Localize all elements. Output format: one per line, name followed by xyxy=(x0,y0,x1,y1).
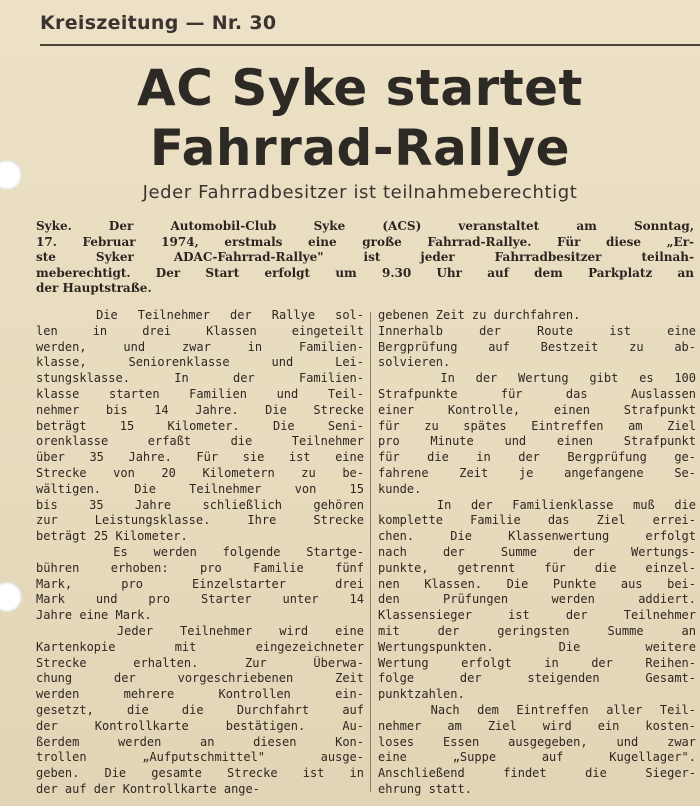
column-line: trollen „Aufputschmittel" ausge- xyxy=(36,750,364,765)
article-column-left xyxy=(36,308,364,798)
column-line: ßerdem werden an diesen Kon- xyxy=(36,734,364,749)
lead-line: meberechtigt. Der Start erfolgt um 9.30 Uhr auf dem Parkplatz an xyxy=(36,265,694,280)
column-line: Bergprüfung auf Bestzeit zu ab- xyxy=(378,339,696,354)
column-line: beträgt 15 Kilometer. Die Seni- xyxy=(36,418,364,433)
masthead-rule xyxy=(40,44,700,46)
column-line: mit der geringsten Summe an xyxy=(378,623,696,638)
column-line: Nach dem Eintreffen aller Teil- xyxy=(378,702,696,717)
column-line: Es werden folgende Startge- xyxy=(36,544,364,559)
subheadline: Jeder Fahrradbesitzer ist teilnahmeberechtigt xyxy=(142,182,578,203)
column-line: Klassensieger ist der Teilnehmer xyxy=(378,608,696,623)
column-line: Jeder Teilnehmer wird eine xyxy=(36,623,364,638)
headline-line: AC Syke startet xyxy=(137,59,583,117)
column-line: Die Teilnehmer der Rallye sol- xyxy=(36,308,364,322)
column-line: werden mehrere Kontrollen ein- xyxy=(36,687,364,702)
lead-line: der Hauptstraße. xyxy=(36,281,152,295)
article-column-right xyxy=(378,308,696,798)
punch-hole xyxy=(0,160,22,190)
column-line: einer Kontrolle, einen Strafpunkt xyxy=(378,402,696,417)
column-line: eine „Suppe auf Kugellager". xyxy=(378,750,696,765)
column-line: chung der vorgeschriebenen Zeit xyxy=(36,671,364,686)
column-line: gebenen Zeit zu durchfahren. xyxy=(378,308,581,322)
column-line: chen. Die Klassenwertung erfolgt xyxy=(378,529,696,544)
column-line: len in drei Klassen eingeteilt xyxy=(36,323,364,338)
column-line: punktzahlen. xyxy=(378,687,465,702)
column-line: über 35 Jahre. Für sie ist eine xyxy=(36,450,364,465)
column-line: Wertung erfolgt in der Reihen- xyxy=(378,655,696,670)
lead-paragraph xyxy=(36,219,694,297)
column-line: folge der steigenden Gesamt- xyxy=(378,671,696,686)
column-divider xyxy=(370,312,371,792)
column-line: zur Leistungsklasse. Ihre Strecke xyxy=(36,513,364,528)
column-line: komplette Familie das Ziel errei- xyxy=(378,513,696,528)
column-line: punkte, getrennt für die einzel- xyxy=(378,560,696,575)
column-line: der auf der Kontrollkarte ange- xyxy=(36,781,260,796)
headline xyxy=(40,58,680,178)
column-line: beträgt 25 Kilometer. xyxy=(36,529,188,544)
column-line: geben. Die gesamte Strecke ist in xyxy=(36,766,364,781)
column-line: pro Minute und einen Strafpunkt xyxy=(378,434,696,449)
lead-line: Syke. Der Automobil-Club Syke (ACS) veranstaltet am Sonntag, xyxy=(36,219,694,233)
column-line: In der Familienklasse muß die xyxy=(378,497,696,512)
column-line: Innerhalb der Route ist eine xyxy=(378,323,696,338)
column-line: loses Essen ausgegeben, und zwar xyxy=(378,734,696,749)
masthead: Kreiszeitung — Nr. 30 xyxy=(40,12,277,34)
column-line: nen Klassen. Die Punkte aus bei- xyxy=(378,576,696,591)
column-line: der Kontrollkarte bestätigen. Au- xyxy=(36,718,364,733)
column-line: Mark, pro Einzelstarter drei xyxy=(36,576,364,591)
column-line: fahrene Zeit je angefangene Se- xyxy=(378,465,696,480)
headline-line: Fahrrad-Rallye xyxy=(149,119,571,177)
column-line: nach der Summe der Wertungs- xyxy=(378,544,696,559)
column-line: bis 35 Jahre schließlich gehören xyxy=(36,497,364,512)
column-line: stungsklasse. In der Familien- xyxy=(36,371,364,386)
column-line: ehrung statt. xyxy=(378,781,472,796)
column-line: für zu spätes Eintreffen am Ziel xyxy=(378,418,696,433)
column-line: klasse starten Familien und Teil- xyxy=(36,386,364,401)
column-line: nehmer bis 14 Jahre. Die Strecke xyxy=(36,402,364,417)
column-line: gesetzt, die die Durchfahrt auf xyxy=(36,702,364,717)
punch-hole xyxy=(0,582,22,612)
column-line: nehmer am Ziel wird ein kosten- xyxy=(378,718,696,733)
column-line: bühren erhoben: pro Familie fünf xyxy=(36,560,364,575)
column-line: In der Wertung gibt es 100 xyxy=(378,371,696,386)
column-line: werden, und zwar in Familien- xyxy=(36,339,364,354)
column-line: Kartenkopie mit eingezeichneter xyxy=(36,639,364,654)
column-line: den Prüfungen werden addiert. xyxy=(378,592,696,607)
column-line: klasse, Seniorenklasse und Lei- xyxy=(36,355,364,370)
column-line: Strecke erhalten. Zur Überwa- xyxy=(36,655,364,670)
lead-line: 17. Februar 1974, erstmals eine große Fahrrad-Rallye. Für diese „Er- xyxy=(36,234,694,249)
column-line: Wertungspunkten. Die weitere xyxy=(378,639,696,654)
column-line: wältigen. Die Teilnehmer von 15 xyxy=(36,481,364,496)
lead-line: ste Syker ADAC-Fahrrad-Rallye" ist jeder Fahrradbesitzer teilnah- xyxy=(36,250,694,264)
column-line: Strafpunkte für das Auslassen xyxy=(378,386,696,401)
column-line: Mark und pro Starter unter 14 xyxy=(36,592,364,607)
column-line: Anschließend findet die Sieger- xyxy=(378,766,696,781)
column-line: Jahre eine Mark. xyxy=(36,608,152,623)
column-line: Strecke von 20 Kilometern zu be- xyxy=(36,465,364,480)
column-line: für die in der Bergprüfung ge- xyxy=(378,450,696,465)
column-line: solvieren. xyxy=(378,355,451,370)
column-line: kunde. xyxy=(378,481,422,496)
column-line: orenklasse erfaßt die Teilnehmer xyxy=(36,434,364,449)
